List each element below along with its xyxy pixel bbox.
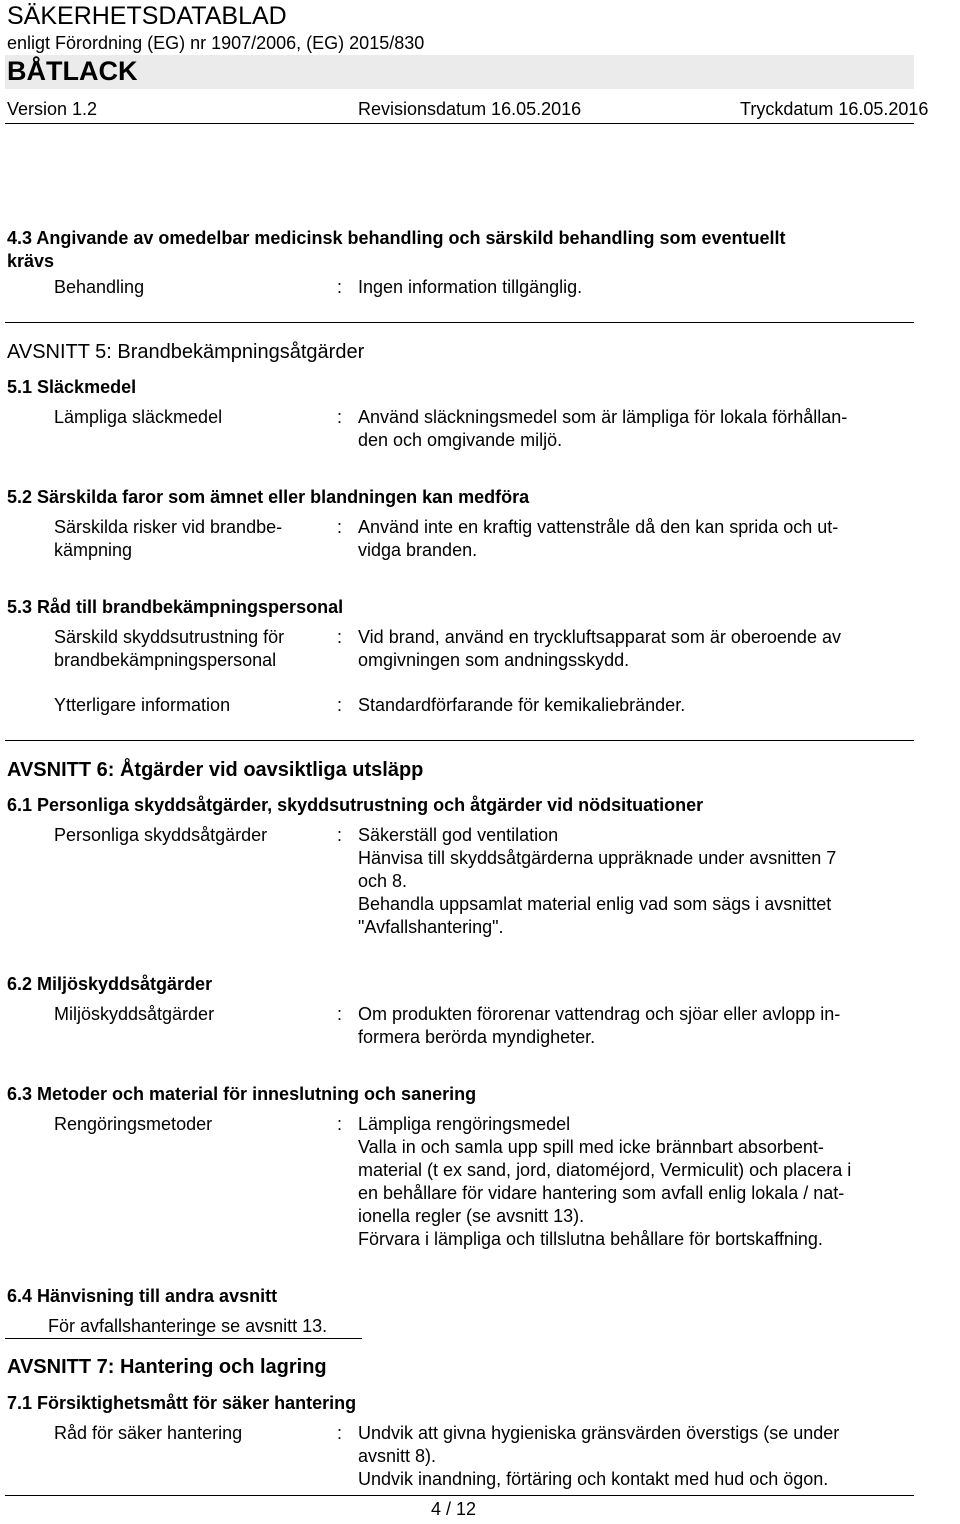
additional-info-value: Standardförfarande för kemikaliebränder.: [358, 695, 686, 715]
footer-rule: [5, 1495, 914, 1496]
s7-1-heading: 7.1 Försiktighetsmått för säker hantering: [7, 1393, 357, 1413]
s5-2-heading: 5.2 Särskilda faror som ämnet eller blandningen kan medföra: [7, 487, 530, 507]
value-line: Undvik att givna hygieniska gränsvärden överstigs (se under: [358, 1423, 840, 1443]
s5-3-heading: 5.3 Råd till brandbekämpningspersonal: [7, 597, 344, 617]
value-line: den och omgivande miljö.: [358, 430, 563, 450]
field-separator: :: [337, 407, 343, 427]
value-line: Om produkten förorenar vattendrag och sjöar eller avlopp in-: [358, 1004, 841, 1024]
value-line: ionella regler (se avsnitt 13).: [358, 1206, 585, 1226]
field-separator: :: [337, 1423, 343, 1443]
header-rule: [5, 123, 914, 124]
value-line: Hänvisa till skyddsåtgärderna uppräknade under avsnitten 7: [358, 848, 837, 868]
product-band: [5, 55, 914, 89]
value-line: och 8.: [358, 871, 408, 891]
s6-4-heading: 6.4 Hänvisning till andra avsnitt: [7, 1286, 278, 1306]
special-hazards-label: [54, 516, 316, 562]
value-line: Valla in och samla upp spill med icke brännbart absorbent-: [358, 1137, 824, 1157]
cleaning-methods-label: Rengöringsmetoder: [54, 1114, 213, 1134]
field-separator: :: [337, 277, 343, 297]
value-line: omgivningen som andningsskydd.: [358, 650, 630, 670]
page-number: 4 / 12: [431, 1499, 477, 1519]
value-line: avsnitt 8).: [358, 1446, 437, 1466]
field-separator: :: [337, 1004, 343, 1024]
s5-1-heading: 5.1 Släckmedel: [7, 377, 137, 397]
additional-info-label: Ytterligare information: [54, 695, 231, 715]
personal-precautions-label: Personliga skyddsåtgärder: [54, 825, 268, 845]
safe-handling-value: [358, 1422, 903, 1491]
value-line: vidga branden.: [358, 540, 478, 560]
value-line: Lämpliga rengöringsmedel: [358, 1114, 571, 1134]
value-line: Vid brand, använd en tryckluftsapparat som är oberoende av: [358, 627, 841, 647]
label-line: kämpning: [54, 540, 133, 560]
document-title: SÄKERHETSDATABLAD: [7, 2, 287, 30]
regulation-subtitle: enligt Förordning (EG) nr 1907/2006, (EG) 2015/830: [7, 33, 425, 53]
section7-heading: AVSNITT 7: Hantering och lagring: [7, 1356, 327, 1378]
value-line: material (t ex sand, jord, diatoméjord, Vermiculit) och placera i: [358, 1160, 852, 1180]
firefighter-equipment-value: [358, 626, 903, 672]
version-label: Version 1.2: [7, 99, 98, 119]
safe-handling-label: Råd för säker hantering: [54, 1423, 243, 1443]
print-date: Tryckdatum 16.05.2016: [740, 99, 929, 119]
field-separator: :: [337, 695, 343, 715]
section-rule: [5, 322, 914, 323]
value-line: Behandla uppsamlat material enlig vad som sägs i avsnittet: [358, 894, 832, 914]
reference-text: För avfallshanteringe se avsnitt 13.: [48, 1316, 328, 1336]
value-line: "Avfallshantering".: [358, 917, 504, 937]
product-name: BÅTLACK: [7, 56, 138, 86]
field-separator: :: [337, 517, 343, 537]
value-line: Undvik inandning, förtäring och kontakt med hud och ögon.: [358, 1469, 829, 1489]
value-line: Säkerställ god ventilation: [358, 825, 559, 845]
environmental-precautions-label: Miljöskyddsåtgärder: [54, 1004, 215, 1024]
section6-heading: AVSNITT 6: Åtgärder vid oavsiktliga utsläpp: [7, 759, 424, 781]
label-line: Särskild skyddsutrustning för: [54, 627, 285, 647]
field-separator: :: [337, 1114, 343, 1134]
s6-1-heading: 6.1 Personliga skyddsåtgärder, skyddsutrustning och åtgärder vid nödsituationer: [7, 795, 704, 815]
reference-underline: [5, 1338, 362, 1339]
value-line: Använd inte en kraftig vattenstråle då den kan sprida och ut-: [358, 517, 839, 537]
firefighter-equipment-label: [54, 626, 316, 672]
label-line: Särskilda risker vid brandbe-: [54, 517, 283, 537]
s4-3-heading-line1: 4.3 Angivande av omedelbar medicinsk behandling och särskild behandling som eventuellt: [7, 228, 786, 248]
value-line: Använd släckningsmedel som är lämpliga för lokala förhållan-: [358, 407, 848, 427]
extinguishing-media-label: Lämpliga släckmedel: [54, 407, 223, 427]
s6-2-heading: 6.2 Miljöskyddsåtgärder: [7, 974, 213, 994]
value-line: formera berörda myndigheter.: [358, 1027, 596, 1047]
extinguishing-media-value: [358, 406, 903, 452]
value-line: en behållare för vidare hantering som avfall enlig lokala / nat-: [358, 1183, 845, 1203]
field-separator: :: [337, 825, 343, 845]
special-hazards-value: [358, 516, 903, 562]
cleaning-methods-value: [358, 1113, 903, 1251]
s4-3-heading-line2: krävs: [7, 251, 55, 271]
treatment-label: Behandling: [54, 277, 145, 297]
field-separator: :: [337, 627, 343, 647]
label-line: brandbekämpningspersonal: [54, 650, 277, 670]
value-line: Förvara i lämpliga och tillslutna behållare för bortskaffning.: [358, 1229, 823, 1249]
personal-precautions-value: [358, 824, 903, 939]
revision-date: Revisionsdatum 16.05.2016: [358, 99, 582, 119]
treatment-value: Ingen information tillgänglig.: [358, 277, 583, 297]
section5-heading: AVSNITT 5: Brandbekämpningsåtgärder: [7, 341, 365, 363]
section-rule: [5, 740, 914, 741]
s6-3-heading: 6.3 Metoder och material för inneslutning och sanering: [7, 1084, 477, 1104]
environmental-precautions-value: [358, 1003, 903, 1049]
